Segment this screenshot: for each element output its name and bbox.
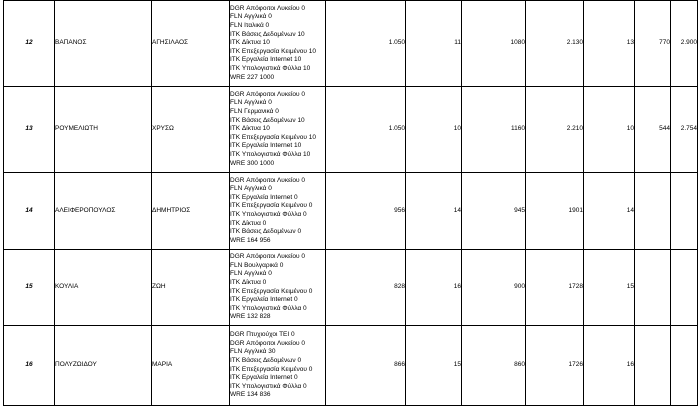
table-body: [4, 1, 698, 406]
value-cell-5: 13: [584, 1, 635, 87]
value-cell-4: 1726: [526, 326, 584, 406]
row-number: 12: [4, 1, 55, 87]
row-number: 13: [4, 87, 55, 173]
qualification-line: ITK Δίκτυα 0: [230, 278, 267, 286]
qualification-line: WRE 164 956: [230, 236, 271, 244]
qualification-line: FLN Ιταλικά 0: [230, 22, 270, 30]
qualification-line: ITK Εργαλεία Internet 10: [230, 56, 302, 64]
value-cell-2: 15: [406, 326, 462, 406]
qualification-line: ITK Εργαλεία Internet 10: [230, 142, 302, 150]
candidates-table: [3, 0, 698, 406]
value-cell-1: 956: [326, 173, 406, 250]
qualification-line: ITK Βάσεις Δεδομένων 0: [230, 228, 302, 236]
surname-cell: ΚΟΥΛΙΑ: [55, 250, 152, 326]
table-row: [4, 173, 698, 250]
table-row: [4, 87, 698, 173]
qualification-line: FLN Αγγλικά 30: [230, 348, 276, 356]
qualification-line: FLN Βουλγαρικά 0: [230, 261, 284, 269]
value-cell-2: 14: [406, 173, 462, 250]
qualification-line: ITK Δίκτυα 10: [230, 125, 270, 133]
value-cell-6: [635, 326, 671, 406]
value-cell-2: 11: [406, 1, 462, 87]
value-cell-3: 900: [462, 250, 526, 326]
qualification-line: ITK Υπολογιστικά Φύλλα 10: [230, 150, 311, 158]
total-cell: 2.900: [671, 1, 698, 87]
value-cell-3: 945: [462, 173, 526, 250]
value-cell-1: 866: [326, 326, 406, 406]
qualification-line: ITK Επεξεργασία Κειμένου 0: [230, 202, 313, 210]
qualification-line: DGR Απόφοιτοι Λυκείου 0: [230, 339, 306, 347]
qualifications-cell: [230, 173, 326, 250]
firstname-cell: ΑΓΗΣΙΛΑΟΣ: [152, 1, 230, 87]
value-cell-3: 1080: [462, 1, 526, 87]
row-number: 14: [4, 173, 55, 250]
qualification-line: ITK Επεξεργασία Κειμένου 0: [230, 365, 313, 373]
table-row: [4, 250, 698, 326]
qualification-line: ITK Υπολογιστικά Φύλλα 10: [230, 64, 311, 72]
value-cell-5: 14: [584, 173, 635, 250]
qualification-line: ITK Εργαλεία Internet 0: [230, 193, 298, 201]
qualifications-cell: [230, 326, 326, 406]
total-cell: [671, 250, 698, 326]
qualification-line: ITK Δίκτυα 0: [230, 219, 267, 227]
qualification-line: ITK Εργαλεία Internet 0: [230, 374, 298, 382]
qualification-line: DGR Απόφοιτοι Λυκείου 0: [230, 253, 306, 261]
qualification-line: DGR Απόφοιτοι Λυκείου 0: [230, 4, 306, 12]
row-number: 15: [4, 250, 55, 326]
value-cell-4: 2.130: [526, 1, 584, 87]
qualification-line: WRE 300 1000: [230, 159, 275, 167]
qualification-line: DGR Απόφοιτοι Λυκείου 0: [230, 176, 306, 184]
total-cell: 2.754: [671, 87, 698, 173]
value-cell-1: 1.050: [326, 1, 406, 87]
qualification-line: ITK Επεξεργασία Κειμένου 0: [230, 287, 313, 295]
value-cell-5: 16: [584, 326, 635, 406]
qualification-line: WRE 134 836: [230, 391, 271, 399]
qualifications-cell: [230, 87, 326, 173]
total-cell: [671, 326, 698, 406]
qualification-line: ITK Υπολογιστικά Φύλλα 0: [230, 211, 307, 218]
qualification-line: DGR Απόφοιτοι Λυκείου 0: [230, 90, 306, 98]
firstname-cell: ΔΗΜΗΤΡΙΟΣ: [152, 173, 230, 250]
qualification-line: ITK Εργαλεία Internet 0: [230, 296, 298, 304]
surname-cell: ΒΑΠΑΝΟΣ: [55, 1, 152, 87]
table-row: [4, 326, 698, 406]
qualification-line: FLN Αγγλικά 0: [230, 13, 272, 21]
qualification-line: WRE 227 1000: [230, 73, 275, 81]
value-cell-4: 1728: [526, 250, 584, 326]
value-cell-4: 1901: [526, 173, 584, 250]
qualification-line: FLN Αγγλικά 0: [230, 185, 272, 193]
value-cell-1: 1.050: [326, 87, 406, 173]
qualification-line: ITK Επεξεργασία Κειμένου 10: [230, 47, 316, 55]
value-cell-6: [635, 250, 671, 326]
firstname-cell: ΧΡΥΣΩ: [152, 87, 230, 173]
table-row: [4, 1, 698, 87]
qualification-line: FLN Αγγλικά 0: [230, 99, 272, 107]
qualification-line: ITK Υπολογιστικά Φύλλα 0: [230, 382, 307, 390]
row-number: 16: [4, 326, 55, 406]
value-cell-6: 770: [635, 1, 671, 87]
value-cell-3: 860: [462, 326, 526, 406]
surname-cell: ΑΛΕΙΦΕΡΟΠΟΥΛΟΣ: [55, 173, 152, 250]
surname-cell: ΡΟΥΜΕΛΙΩΤΗ: [55, 87, 152, 173]
total-cell: [671, 173, 698, 250]
value-cell-6: 544: [635, 87, 671, 173]
qualifications-cell: [230, 250, 326, 326]
value-cell-2: 10: [406, 87, 462, 173]
qualification-line: ITK Βάσεις Δεδομένων 10: [230, 30, 305, 38]
qualification-line: DGR Πτυχιούχοι ΤΕΙ 0: [230, 331, 295, 339]
qualification-line: FLN Γερμανικά 0: [230, 108, 279, 116]
value-cell-5: 10: [584, 87, 635, 173]
qualification-line: ITK Βάσεις Δεδομένων 10: [230, 116, 305, 124]
value-cell-6: [635, 173, 671, 250]
firstname-cell: ΖΩΗ: [152, 250, 230, 326]
firstname-cell: ΜΑΡΙΑ: [152, 326, 230, 406]
qualifications-cell: [230, 1, 326, 87]
qualification-line: ITK Επεξεργασία Κειμένου 10: [230, 133, 316, 141]
value-cell-4: 2.210: [526, 87, 584, 173]
qualification-line: FLN Αγγλικά 0: [230, 270, 272, 278]
qualification-line: WRE 132 828: [230, 313, 271, 321]
surname-cell: ΠΟΛΥΖΩΙΔΟΥ: [55, 326, 152, 406]
qualification-line: ITK Βάσεις Δεδομένων 0: [230, 356, 302, 364]
qualification-line: ITK Δίκτυα 10: [230, 39, 270, 47]
value-cell-5: 15: [584, 250, 635, 326]
value-cell-3: 1160: [462, 87, 526, 173]
value-cell-2: 16: [406, 250, 462, 326]
value-cell-1: 828: [326, 250, 406, 326]
qualification-line: ITK Υπολογιστικά Φύλλα 0: [230, 304, 307, 312]
